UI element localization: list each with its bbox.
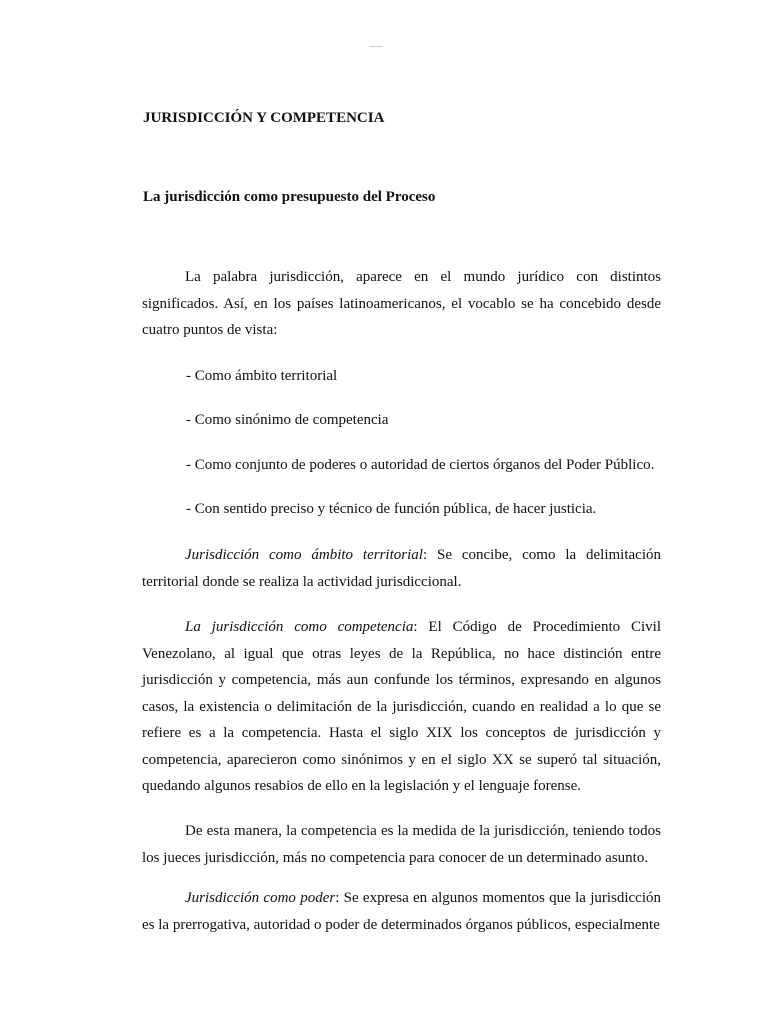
section-text: De esta manera, la competencia es la medida de la jurisdicción, teniendo todos los jueces jurisdicción, más no competencia para conocer de un determinado asunto.	[142, 823, 661, 866]
bullet-item: - Con sentido preciso y técnico de función pública, de hacer justicia.	[186, 501, 597, 517]
section-text: : Se concibe, como la delimitación territorial donde se realiza la actividad jurisdiccional.	[142, 547, 661, 590]
section-poder	[142, 885, 661, 938]
section-competencia	[142, 614, 661, 800]
bullet-item: - Como ámbito territorial	[186, 368, 338, 384]
document-subtitle: La jurisdicción como presupuesto del Proceso	[143, 189, 436, 205]
bullet-item: - Como sinónimo de competencia	[186, 412, 389, 428]
bullet-item: - Como conjunto de poderes o autoridad de ciertos órganos del Poder Público.	[186, 457, 655, 473]
section-lead: Jurisdicción como poder	[185, 890, 336, 906]
document-title: JURISDICCIÓN Y COMPETENCIA	[143, 110, 385, 126]
intro-paragraph: La palabra jurisdicción, aparece en el mundo jurídico con distintos significados. Así, en los países latinoamericanos, el vocablo se ha concebido desde cuatro puntos de vista:	[142, 269, 661, 338]
section-text: : Se expresa en algunos momentos que la jurisdicción es la prerrogativa, autoridad o poder de determinados órganos públicos, especialmente	[142, 890, 662, 933]
section-lead: La jurisdicción como competencia	[185, 619, 414, 635]
section-text: : El Código de Procedimiento Civil Venezolano, al igual que otras leyes de la República, no hace distinción entre jurisdicción y competencia, más aun confunde los términos, expresando en algunos casos, la existencia o delimitación de la jurisdicción, cuando en realidad a lo que se refiere es a la competencia. Hasta el siglo XIX los conceptos de jurisdicción y competencia, aparecieron como sinónimos y en el siglo XX se superó tal situación, quedando algunos resabios de ello en la legislación y el lenguaje forense.	[142, 619, 661, 794]
section-medida	[142, 818, 661, 871]
section-territorial	[142, 542, 661, 595]
header-divider	[369, 46, 383, 47]
section-lead: Jurisdicción como ámbito territorial	[185, 547, 423, 563]
